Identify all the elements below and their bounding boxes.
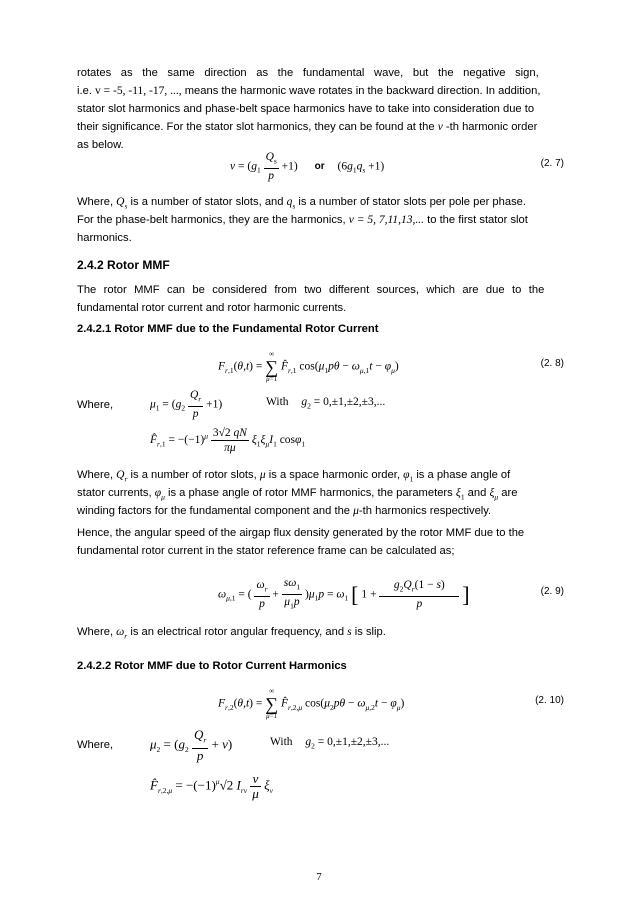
g2-values: = 0,±1,±2,±3,...: [317, 736, 390, 748]
equation-number: (2. 7): [540, 158, 564, 169]
equation-2-9: $\omega_{\mu,1}$ = ( $\frac{\omega_r}{p}$ + $\frac{s\omega_1}{\mu_1p}$ )$\mu_1p = \omega_1$ [ 1 + $\frac{g_2Q_r(1 - s)}{p}$ ]: [218, 577, 470, 611]
text-span: Where,: [77, 196, 114, 208]
text-span: is a space harmonic order,: [268, 469, 400, 481]
paragraph-line: [77, 118, 565, 136]
text-span: -th harmonics respectively.: [358, 505, 492, 517]
with-label: With: [270, 736, 293, 748]
text-span: harmonics.: [77, 232, 132, 244]
paragraph-line: [77, 64, 565, 82]
text-span: as below.: [77, 139, 124, 151]
text-span: and: [467, 487, 487, 499]
text-span: means the harmonic wave rotates in the backward direction. In addition,: [184, 85, 541, 97]
equation-number: (2. 8): [540, 358, 564, 369]
equation-mu2: $\mu_2 = (g_2$ $\frac{Q_r}{p}$ + v): [150, 727, 233, 763]
page-number: 7: [316, 871, 322, 883]
text-span: rotates as the same direction as the fundamental wave, but the negative sign,: [77, 67, 539, 79]
where-label: Where,: [77, 399, 114, 411]
paragraph-line: [77, 281, 565, 299]
math-inline: v: [437, 121, 443, 133]
equation-F-hat-r2: $F̂_{r,2,\mu} = -(-1)^\mu√2$ $I_{rv}$ $\frac{v}{\mu}$ $\xi_v$: [150, 771, 273, 801]
equation-mu1: $\mu_1 = (g_2$ $\frac{Q_r}{p}$ +1): [150, 389, 223, 421]
section-heading: 2.4.2 Rotor MMF: [77, 258, 170, 272]
paragraph-line: [77, 82, 565, 100]
paragraph-line: Where, $Q_s$ is a number of stator slots, and $q_s$ is a number of stator slots per pole per phase.: [77, 196, 526, 211]
equation-number: (2. 10): [535, 695, 564, 706]
equation-2-8: $F_{r,1}(\theta,t)$ = ∞ ∑ μ=1 $F̂_{r,1}$ $\cos(\mu_1p\theta - \omega_{\mu,1}t - \varphi_\mu)$: [218, 350, 399, 383]
text-span: is a number of stator slots, and: [130, 196, 284, 208]
subsection-heading: 2.4.2.2 Rotor MMF due to Rotor Current Harmonics: [77, 660, 347, 672]
text-span: is a phase angle of: [416, 469, 511, 481]
g2-values: = 0,±1,±2,±3,...: [313, 396, 386, 408]
text-span: is a number of stator slots per pole per phase.: [298, 196, 526, 208]
text-span: For the phase-belt harmonics, they are the harmonics,: [77, 214, 346, 226]
with-condition: With $g_2 = 0,\pm 1,\pm 2,\pm 3$,...: [266, 396, 386, 411]
text-span: fundamental rotor current in the stator reference frame can be calculated as;: [77, 545, 455, 557]
text-span: are: [501, 487, 518, 499]
subsection-heading: 2.4.2.1 Rotor MMF due to the Fundamental Rotor Current: [77, 323, 379, 335]
text-span: The rotor MMF can be considered from two different sources, which are due to the: [77, 284, 545, 296]
paragraph-line: stator currents, $\varphi_\mu$ is a phase angle of rotor MMF harmonics, the parameters $\xi_1$ and $\xi_\mu$ are: [77, 487, 518, 502]
text-span: -th harmonic order: [445, 121, 538, 133]
text-span: winding factors for the fundamental component and the: [77, 505, 351, 517]
math-inline: v = -5, -11, -17, ...,: [95, 85, 182, 97]
text-span: is an electrical rotor angular frequency, and: [130, 626, 345, 638]
equation-2-7: $v = (g_1$ $\frac{Q_s}{p}$ +1) or $(6g_1q_s +1)$: [230, 151, 385, 183]
paragraph-line: winding factors for the fundamental component and the μ-th harmonics respectively.: [77, 505, 492, 517]
or-label: or: [314, 161, 325, 173]
text-span: Hence, the angular speed of the airgap flux density generated by the rotor MMF due to the: [77, 527, 525, 539]
math-inline: v = 5, 7,11,13,...: [348, 214, 425, 226]
paragraph-line: [77, 542, 565, 560]
text-span: their significance. For the stator slot harmonics, they can be found at the: [77, 121, 435, 133]
text-span: is slip.: [354, 626, 386, 638]
equation-2-10: $F_{r,2}(\theta,t)$ = ∞ ∑ μ=1 $F̂_{r,2,\mu}$ $\cos(\mu_2p\theta - \omega_{\mu,2}t - \varphi_\mu)$: [218, 687, 405, 720]
equation-F-hat-r1: $F̂_{r,1} = -(-1)^\mu$ $\frac{3√2 qN}{\pi\mu}$ $\xi_1\xi_\mu I_1$ cosφ$_1$: [150, 427, 306, 454]
with-condition: With $g_2 = 0,\pm 1,\pm 2,\pm 3$,...: [270, 736, 390, 751]
text-span: Where,: [77, 469, 114, 481]
text-span: is a phase angle of rotor MMF harmonics, the parameters: [167, 487, 453, 499]
text-span: to the first stator slot: [427, 214, 528, 226]
paragraph-line: [77, 229, 565, 247]
text-span: fundamental rotor current and rotor harmonic currents.: [77, 302, 347, 314]
text-span: stator slot harmonics and phase-belt space harmonics have to take into consideration due to: [77, 103, 535, 115]
text-span: is a number of rotor slots,: [130, 469, 257, 481]
paragraph-line: [77, 211, 565, 229]
text-span: i.e.: [77, 85, 92, 97]
paragraph-line: Where, $\omega_r$ is an electrical rotor angular frequency, and s is slip.: [77, 626, 386, 641]
text-span: Where,: [77, 626, 114, 638]
paragraph-line: [77, 299, 565, 317]
paragraph-line: Where, $Q_r$ is a number of rotor slots, μ is a space harmonic order, $\varphi_1$ is a phase angle of: [77, 469, 511, 484]
paragraph-line: [77, 524, 565, 542]
text-span: stator currents,: [77, 487, 152, 499]
paragraph-line: [77, 100, 565, 118]
where-label: Where,: [77, 739, 114, 751]
with-label: With: [266, 396, 289, 408]
equation-number: (2. 9): [540, 586, 564, 597]
